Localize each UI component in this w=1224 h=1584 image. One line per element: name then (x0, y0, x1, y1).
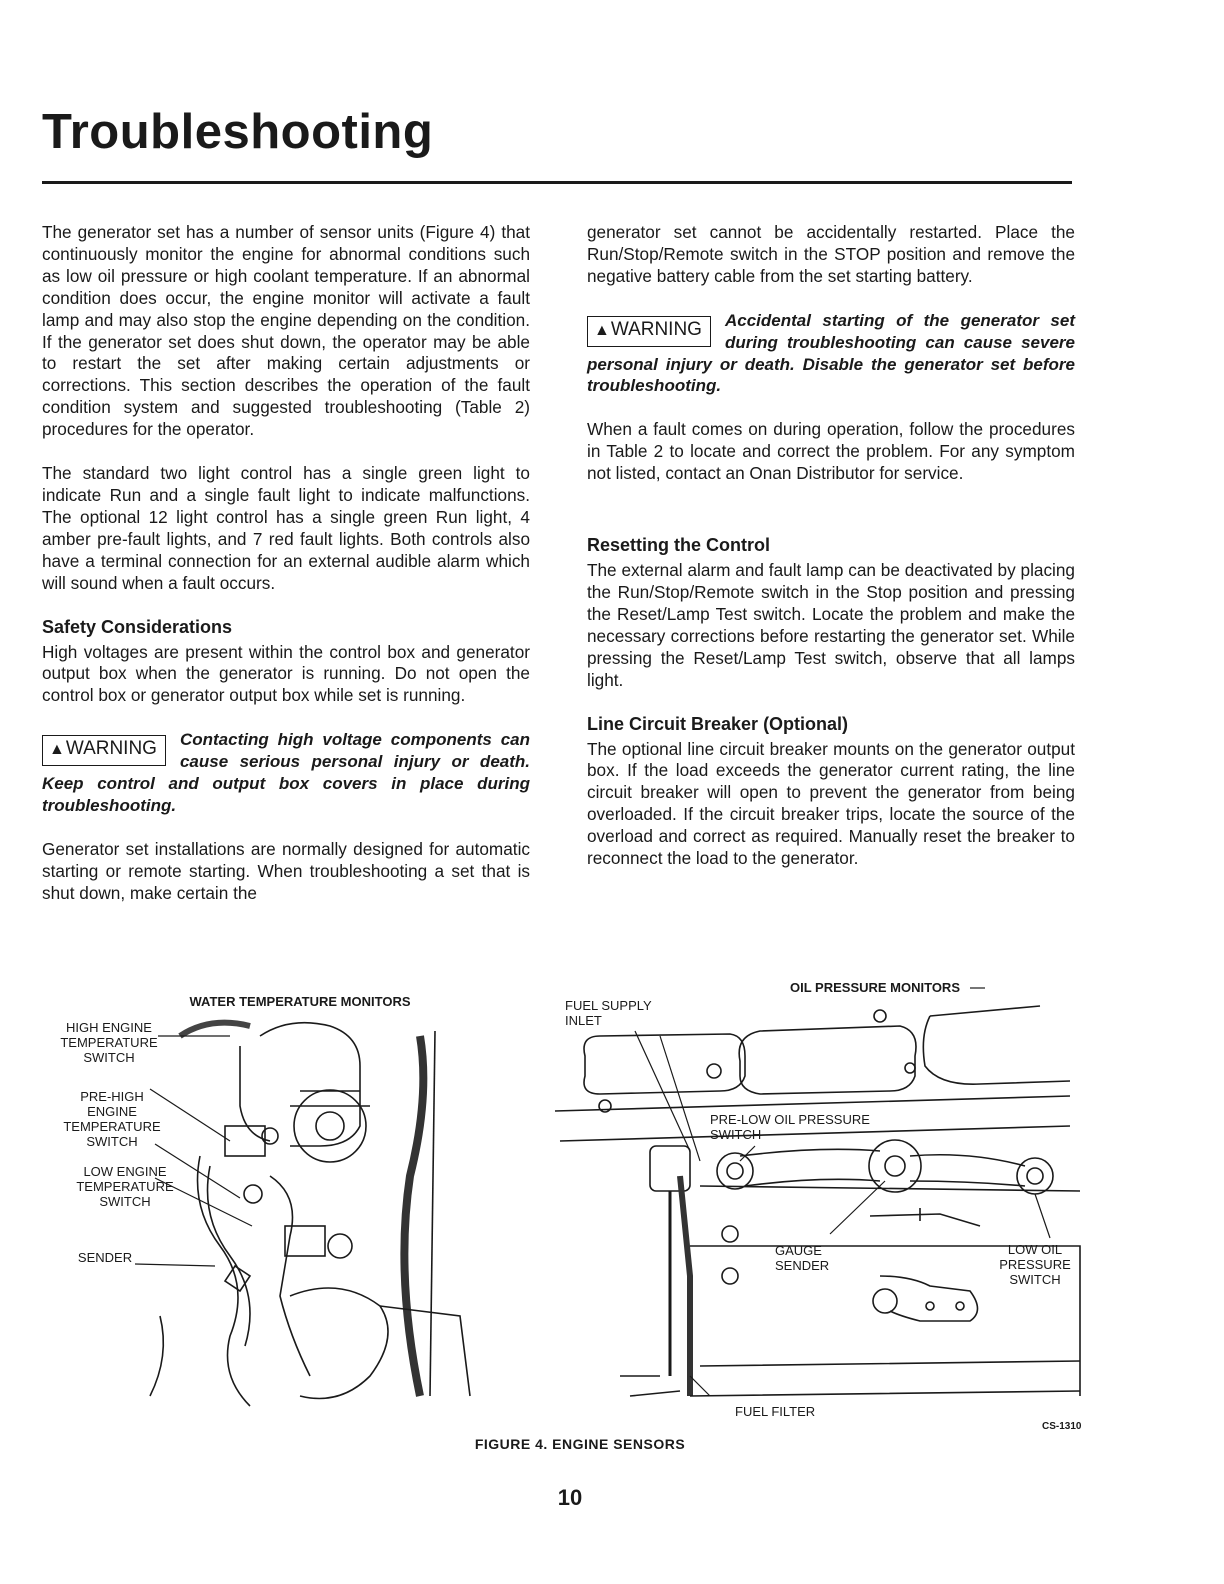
gauge-sender-label: GAUGE SENDER (775, 1243, 830, 1273)
engine-sensors-figure (40, 976, 1100, 1424)
warning-high-voltage (42, 729, 530, 817)
warning-label: WARNING (65, 738, 157, 760)
oil-pressure-leader-lines (635, 988, 1050, 1396)
intro-paragraph: The generator set has a number of sensor units (Figure 4) that continuously monitor the engine for abnormal conditions such as low oil pressure or high coolant temperature. If an abnormal condition does occur, the engine monitor will activate a fault lamp and may also stop the engine depending on the condition. If the generator set does shut down, the operator may be able to restart the set after making certain adjustments or corrections. This section describes the operation of the fault condition system and suggested troubleshooting (Table 2) procedures for the operator. (42, 222, 530, 440)
warning-label: WARNING (610, 318, 702, 340)
installations-paragraph: Generator set installations are normally designed for automatic starting or remote starting. When troubleshooting a set that is shut down, make certain the (42, 838, 530, 903)
water-temp-leader-lines (135, 1036, 252, 1266)
breaker-paragraph: The optional line circuit breaker mounts on the generator output box. If the load exceeds the generator current rating, the line circuit breaker will open to prevent the generator from being overloaded. If the circuit breaker trips, locate the source of the overload and correct as required. Manually reset the breaker to reconnect the load to the generator. (587, 738, 1075, 869)
warning-text: Contacting high voltage components can cause serious personal injury or death. Keep control and output box covers in place during troubleshooting. (42, 730, 530, 815)
safety-paragraph: High voltages are present within the control box and generator output box when the generator is running. Do not open the control box or generator output box while set is running. (42, 641, 530, 706)
water-temp-title: WATER TEMPERATURE MONITORS (189, 994, 411, 1009)
pre-low-oil-switch-label: PRE-LOW OIL PRESSURE SWITCH (710, 1112, 870, 1142)
oil-pressure-assembly-illustration (555, 1006, 1080, 1396)
warning-badge (42, 735, 166, 766)
figure-caption: FIGURE 4. ENGINE SENSORS (474, 1436, 686, 1452)
warning-accidental-start (587, 310, 1075, 398)
fault-paragraph: When a fault comes on during operation, follow the procedures in Table 2 to locate and correct the problem. For any symptom not listed, contact an Onan Distributor for service. (587, 419, 1075, 484)
warning-text: Accidental starting of the generator set during troubleshooting can cause severe personal injury or death. Disable the generator set before troubleshooting. (587, 310, 1075, 396)
warning-triangle-icon: ▲ (594, 321, 610, 339)
right-column (587, 222, 1075, 892)
oil-pressure-title: OIL PRESSURE MONITORS (790, 980, 960, 995)
water-temp-engine-illustration (150, 1023, 470, 1406)
warning-triangle-icon: ▲ (49, 741, 65, 759)
safety-heading: Safety Considerations (42, 616, 233, 637)
restart-paragraph: generator set cannot be accidentally restarted. Place the Run/Stop/Remote switch in the STOP position and remove the negative battery cable from the set starting battery. (587, 222, 1075, 286)
page-title: Troubleshooting (42, 105, 434, 159)
sender-label: SENDER (77, 1250, 133, 1265)
controls-paragraph: The standard two light control has a single green light to indicate Run and a single fault light to indicate malfunctions. The optional 12 light control has a single green Run light, 4 amber pre-fault lights, and 7 red fault lights. Both controls also have a terminal connection for an external audible alarm which will sound when a fault occurs. (42, 463, 530, 593)
warning-badge (587, 316, 711, 347)
pre-high-temp-switch-label: PRE-HIGH ENGINE TEMPERATURE SWITCH (63, 1089, 161, 1149)
figure-code: CS-1310 (1042, 1421, 1082, 1432)
breaker-heading: Line Circuit Breaker (Optional) (587, 713, 849, 734)
fuel-supply-label: FUEL SUPPLY INLET (565, 998, 652, 1028)
left-column (42, 222, 530, 927)
low-oil-switch-label: LOW OIL PRESSURE SWITCH (999, 1242, 1071, 1287)
title-rule (42, 181, 1072, 184)
reset-heading: Resetting the Control (587, 535, 770, 556)
low-temp-switch-label: LOW ENGINE TEMPERATURE SWITCH (76, 1164, 174, 1209)
fuel-filter-label: FUEL FILTER (735, 1404, 816, 1419)
page-number: 10 (557, 1485, 583, 1510)
reset-paragraph: The external alarm and fault lamp can be deactivated by placing the Run/Stop/Remote switch in the Stop position and pressing the Reset/Lamp Test switch. Locate the problem and make the necessary corrections before restarting the generator set. While pressing the Reset/Lamp Test switch, observe that all lamps light. (587, 560, 1075, 690)
high-temp-switch-label: HIGH ENGINE TEMPERATURE SWITCH (60, 1020, 158, 1065)
engine-drawing (40, 976, 1100, 1424)
